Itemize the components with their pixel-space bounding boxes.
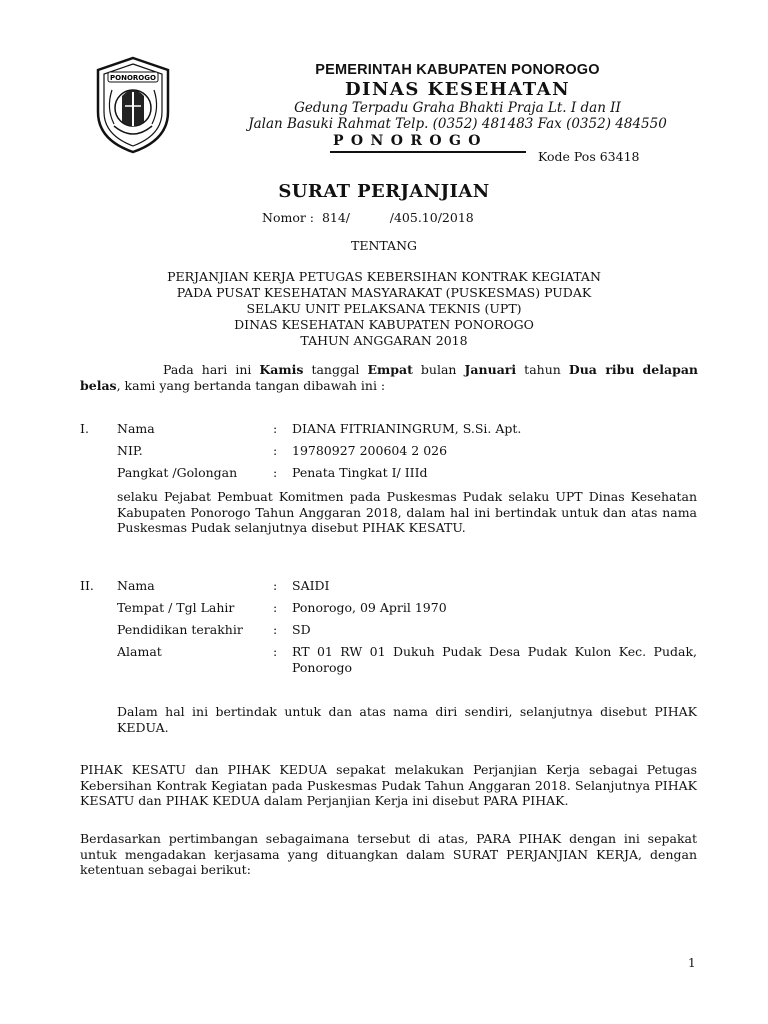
field-separator: : (273, 465, 278, 480)
agreement-paragraph: PIHAK KESATU dan PIHAK KEDUA sepakat melakukan Perjanjian Kerja sebagai Petugas Kebersihan Kontrak Kegiatan pada Puskesmas Pudak Tahun Anggaran 2018. Selanjutnya PIHAK KESATU dan PIHAK KEDUA dalam Perjanjian Kerja ini disebut PARA PIHAK. (80, 762, 697, 808)
party-number: II. (80, 578, 94, 593)
field-separator: : (273, 421, 278, 436)
opening-paragraph: Pada hari ini Kamis tanggal Empat bulan Januari tahun Dua ribu delapan belas, kami yang bertanda tangan dibawah ini : (80, 362, 699, 393)
field-label: Pangkat /Golongan (117, 465, 238, 480)
field-value: 19780927 200604 2 026 (292, 443, 448, 458)
document-title: SURAT PERJANJIAN (278, 181, 490, 202)
field-separator: : (273, 644, 278, 659)
field-value: RT 01 RW 01 Dukuh Pudak Desa Pudak Kulon Kec. Pudak, Ponorogo (292, 644, 697, 675)
field-label: Alamat (117, 644, 162, 659)
tentang-label: TENTANG (350, 238, 417, 253)
subject-line: PERJANJIAN KERJA PETUGAS KEBERSIHAN KONTRAK KEGIATAN (167, 269, 601, 284)
subject-line: TAHUN ANGGARAN 2018 (300, 333, 468, 348)
seal-text: PONOROGO (110, 74, 156, 82)
field-separator: : (273, 600, 278, 615)
field-label: Nama (117, 421, 155, 436)
field-label: Nama (117, 578, 155, 593)
field-value: DIANA FITRIANINGRUM, S.Si. Apt. (292, 421, 522, 436)
subject-line: DINAS KESEHATAN KABUPATEN PONOROGO (234, 317, 534, 332)
party1-description: selaku Pejabat Pembuat Komitmen pada Puskesmas Pudak selaku UPT Dinas Kesehatan Kabupaten Ponorogo Tahun Anggaran 2018, dalam hal ini bertindak untuk dan atas nama Puskesmas Pudak selanjutnya disebut PIHAK KESATU. (117, 489, 697, 535)
subject-line: PADA PUSAT KESEHATAN MASYARAKAT (PUSKESMAS) PUDAK (176, 285, 592, 300)
postal-code: Kode Pos 63418 (538, 149, 640, 164)
subject-line: SELAKU UNIT PELAKSANA TEKNIS (UPT) (246, 301, 522, 316)
field-separator: : (273, 622, 278, 637)
field-value: SD (292, 622, 311, 637)
letterhead-address: Jalan Basuki Rahmat Telp. (0352) 481483 Fax (0352) 484550 (248, 116, 667, 132)
letterhead-office: DINAS KESEHATAN (344, 79, 571, 100)
letterhead-city: PONOROGO (333, 133, 488, 149)
document-number: Nomor : 814/ /405.10/2018 (262, 210, 474, 225)
field-label: Tempat / Tgl Lahir (117, 600, 235, 615)
date-word: Empat (367, 362, 413, 377)
field-value: Penata Tingkat I/ IIId (292, 465, 428, 480)
field-value: Ponorogo, 09 April 1970 (292, 600, 447, 615)
city-underline (330, 151, 526, 153)
day-name: Kamis (259, 362, 304, 377)
party-number: I. (80, 421, 89, 436)
letterhead-building: Gedung Terpadu Graha Bhakti Praja Lt. I dan II (294, 100, 621, 116)
field-value: SAIDI (292, 578, 330, 593)
year-word: delapan belas (80, 362, 699, 393)
year-word: Dua ribu (568, 362, 635, 377)
field-label: Pendidikan terakhir (117, 622, 243, 637)
field-label: NIP. (117, 443, 143, 458)
month-name: Januari (464, 362, 517, 377)
regency-seal-logo (92, 56, 174, 154)
page-number: 1 (688, 956, 696, 970)
party2-description: Dalam hal ini bertindak untuk dan atas nama diri sendiri, selanjutnya disebut PIHAK KEDUA. (117, 704, 697, 735)
consideration-paragraph: Berdasarkan pertimbangan sebagaimana tersebut di atas, PARA PIHAK dengan ini sepakat untuk mengadakan kerjasama yang dituangkan dalam SURAT PERJANJIAN KERJA, dengan ketentuan sebagai berikut: (80, 831, 697, 877)
field-separator: : (273, 443, 278, 458)
field-separator: : (273, 578, 278, 593)
letterhead-government: PEMERINTAH KABUPATEN PONOROGO (315, 62, 600, 78)
